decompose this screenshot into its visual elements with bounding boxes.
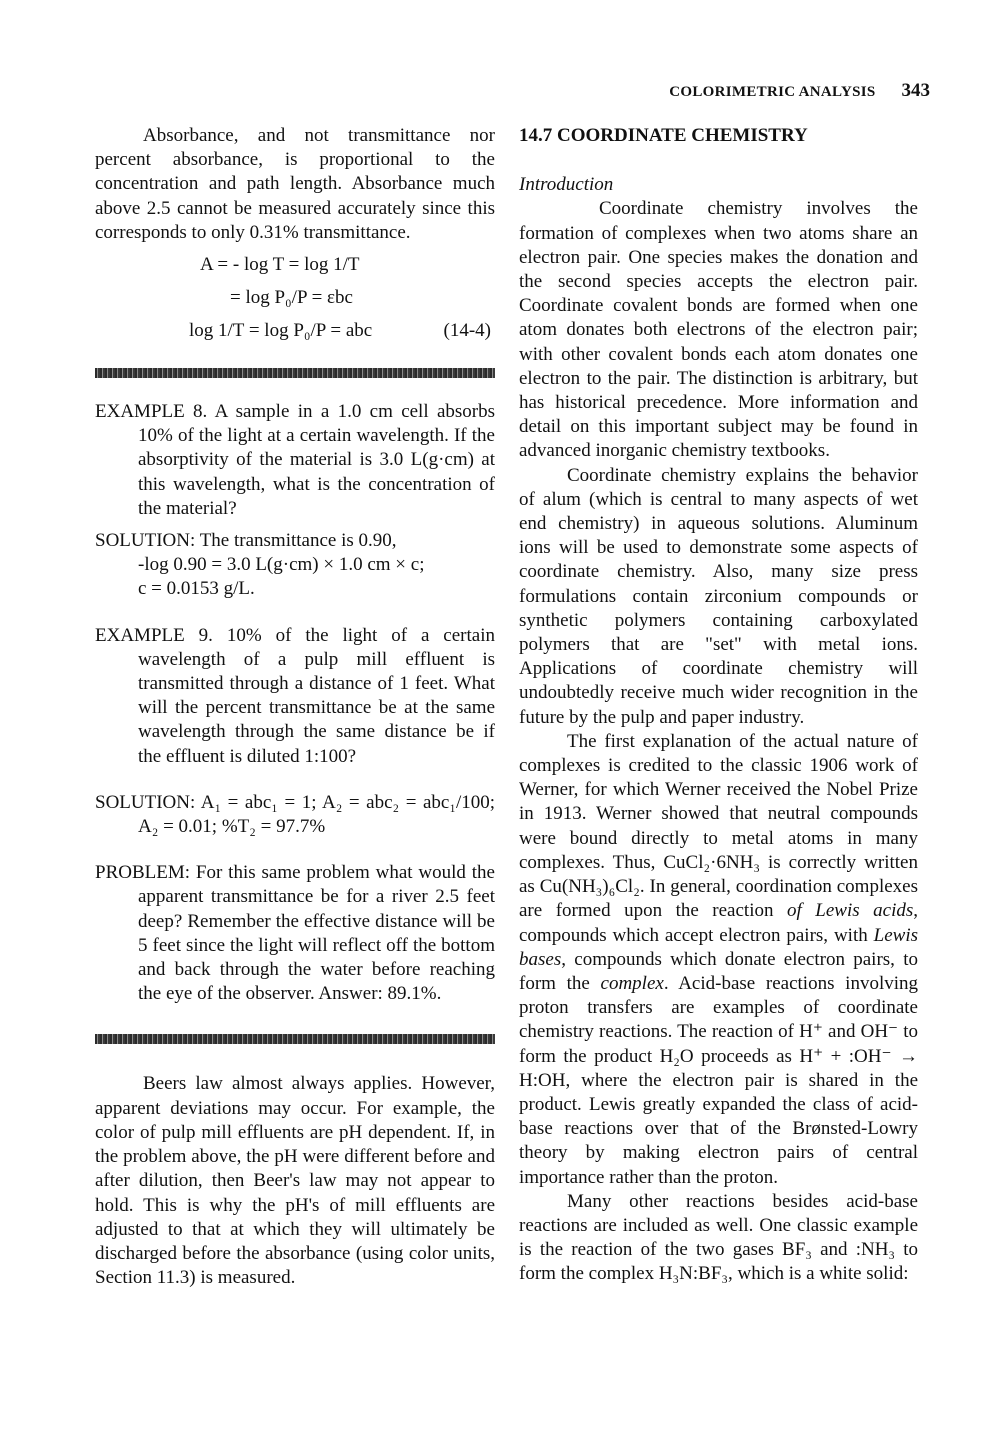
example-8-text: A sample in a 1.0 cm cell absorbs 10% of the light at a certain wavelength. If the absorptivity of the material is 3.0 L(g·cm) at this wavelength, what is the concentration of the material? <box>138 401 495 519</box>
section-title: 14.7 COORDINATE CHEMISTRY <box>519 125 808 146</box>
solution-9 <box>95 791 495 839</box>
example-9 <box>95 624 495 769</box>
page-number: 343 <box>901 80 930 101</box>
other-reactions-paragraph: Many other reactions besides acid-base reactions are included as well. One classic example is the reaction of the two gases BF₃ and :NH₃ to form the complex H₃N:BF₃, which is a white solid: <box>519 1190 918 1285</box>
section-divider-bottom <box>95 1034 495 1044</box>
example-8-label: EXAMPLE 8. <box>95 401 208 423</box>
solution-8-line-2: -log 0.90 = 3.0 L(g·cm) × 1.0 cm × c; <box>138 554 425 576</box>
solution-8 <box>95 529 495 602</box>
solution-8-label: SOLUTION: <box>95 530 196 552</box>
absorbance-paragraph: Absorbance, and not transmittance nor percent absorbance, is proportional to the concentration and path length. Absorbance much above 2.5 cannot be measured accurately since this corresponds to only 0.31% transmittance. <box>95 125 495 243</box>
problem <box>95 861 495 1006</box>
equation-line-1: A = - log T = log 1/T <box>200 254 360 276</box>
beers-law-paragraph: Beers law almost always applies. However, apparent deviations may occur. For example, the color of pulp mill effluents are pH dependent. If, in the problem above, the pH were different before and after dilution, then Beer's law may not appear to hold. This is why the pH's of mill effluents are adjusted to that at which they will ultimately be discharged before the absorbance (using color units, Section 11.3) is measured. <box>95 1073 495 1289</box>
running-title: COLORIMETRIC ANALYSIS <box>669 84 876 100</box>
right-column <box>519 124 918 1287</box>
alum-paragraph: Coordinate chemistry explains the behavior of alum (which is central to many aspects of wet end chemistry) in aqueous solutions. Aluminum ions will be used to demonstrate some aspects of coordinate chemistry. Also, many size press formulations contain zirconium compounds or synthetic polymers containing carboxylated polymers that are "set" with metal ions. Applications of coordinate chemistry will undoubtedly receive much wider recognition in the future by the pulp and paper industry. <box>519 464 918 728</box>
example-9-label: EXAMPLE 9. <box>95 624 213 646</box>
lewis-acids-term: of Lewis acids <box>787 900 914 922</box>
example-8 <box>95 400 495 521</box>
equation-line-3: log 1/T = log P₀/P = abc (14-4) <box>95 319 495 352</box>
solution-9-text: A₁ = abc₁ = 1; A₂ = abc₂ = abc₁/100; A₂ = 0.01; %T₂ = 97.7% <box>138 791 495 838</box>
coordinate-intro-paragraph: Coordinate chemistry involves the formation of complexes when two atoms share an electron pair. One species makes the donation and the second species accepts the electron pair. Coordinate covalent bonds are formed when one atom donates both electrons of the electron pair; with other covalent bonds each atom donates one electron to the pair. The distinction is arbitrary, but has historical precedence. More information and detail on this important subject may be found in advanced inorganic chemistry textbooks. <box>519 198 918 462</box>
werner-paragraph: The first explanation of the actual nature of complexes is credited to the classic 1906 work of Werner, for which Werner received the Nobel Prize in 1913. Werner showed that neutral compounds were bound directly to metal atoms in many complexes. Thus, CuCl₂·6NH₃ is correctly written as Cu(NH₃)₆Cl₂. In general, coordination complexes are formed upon the reaction of Lewis acids, compounds which accept electron pairs, with Lewis bases, compounds which donate electron pairs, to form the complex. Acid-base reactions involving proton transfers are examples of coordinate chemistry reactions. The reaction of H⁺ and OH⁻ to form the product H₂O proceeds as H⁺ + :OH⁻ → H:OH, where the electron pair is shared in the product. Lewis greatly expanded the class of acid-base reactions over that of the Brønsted-Lowry theory by making electron pairs of central importance rather than the proton. <box>519 730 918 1188</box>
equation-number: (14-4) <box>443 320 491 342</box>
problem-text: For this same problem what would the apparent transmittance be for a river 2.5 feet deep? Remember the effective distance will be 5 feet since the light will reflect off the bottom and back through the water before reaching the eye of the observer. Answer: 89.1%. <box>138 862 495 1005</box>
problem-label: PROBLEM: <box>95 862 191 884</box>
solution-8-line-1: The transmittance is 0.90, <box>199 530 397 552</box>
page-header <box>669 80 930 102</box>
solution-8-line-3: c = 0.0153 g/L. <box>138 578 255 600</box>
section-divider-top <box>95 368 495 378</box>
example-9-text: 10% of the light of a certain wavelength of a pulp mill effluent is transmitted through a distance of 1 feet. What will the percent transmittance be at the same wavelength through the same distance be if the effluent is diluted 1:100? <box>138 624 495 767</box>
equation-line-2: = log P₀/P = εbc <box>230 287 353 309</box>
subheading-introduction: Introduction <box>519 174 614 196</box>
left-column <box>95 124 495 1290</box>
lewis-bases-term: Lewis bases <box>519 924 918 970</box>
complex-term: complex <box>600 972 664 994</box>
solution-9-label: SOLUTION: <box>95 791 196 813</box>
